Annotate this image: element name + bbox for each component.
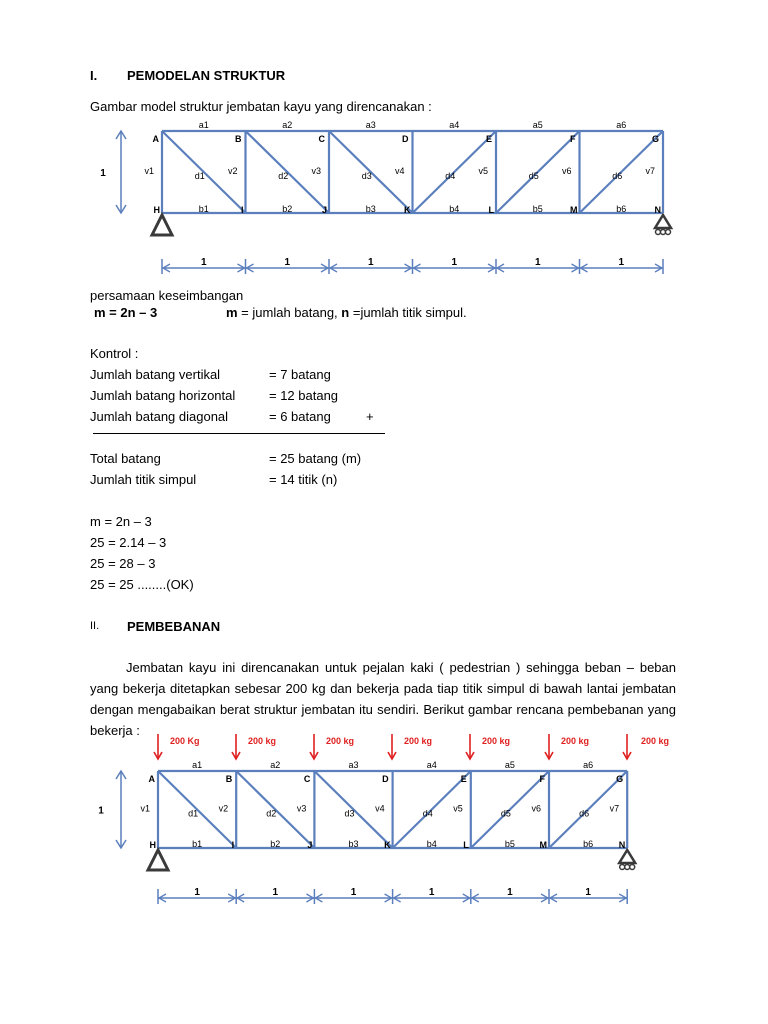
node-label: A (148, 774, 155, 784)
node-label: K (404, 205, 411, 215)
node-label: D (382, 774, 389, 784)
span-label: 1 (451, 257, 458, 268)
span-label: 1 (200, 257, 207, 268)
span-label: 1 (284, 257, 291, 268)
member-label: d1 (188, 808, 199, 819)
member-label: v2 (227, 166, 238, 176)
span-label: 1 (272, 887, 279, 898)
load-label: 200 kg (561, 736, 590, 746)
node-label: I (240, 205, 244, 215)
node-label: G (616, 774, 624, 784)
member-label: v3 (296, 803, 307, 814)
member-label: b1 (192, 839, 203, 849)
section-title: PEMODELAN STRUKTUR (127, 68, 286, 83)
member-label: b4 (449, 204, 460, 214)
member-label: d4 (445, 171, 456, 181)
member-label: b5 (532, 204, 543, 214)
node-label: A (152, 134, 159, 144)
control-value: = 6 batang (269, 409, 331, 424)
member-label: v7 (609, 803, 620, 814)
total-value: = 25 batang (m) (269, 451, 362, 466)
load-label: 200 kg (404, 736, 433, 746)
node-label: H (153, 205, 160, 215)
legend-n-text: =jumlah titik simpul. (349, 305, 467, 320)
section-intro: Gambar model struktur jembatan kayu yang direncanakan : (90, 99, 432, 114)
section-number: II. (90, 620, 100, 632)
calc-line: 25 = 25 ........(OK) (90, 577, 194, 592)
roller-support (655, 215, 671, 228)
node-label: F (539, 774, 545, 784)
control-label: Jumlah batang horizontal (90, 388, 236, 403)
node-label: E (460, 774, 467, 784)
calc-line: 25 = 28 – 3 (90, 556, 156, 571)
member-label: b6 (616, 204, 627, 214)
member-label: a1 (192, 760, 203, 770)
member-label: a3 (348, 760, 359, 770)
member-label: b6 (583, 839, 594, 849)
node-label: G (651, 134, 659, 144)
member-label: v6 (561, 166, 572, 176)
node-label: M (570, 205, 578, 215)
total-label: Total batang (90, 451, 161, 466)
equilibrium-formula: m = 2n – 3 (94, 305, 158, 320)
member-label: d3 (361, 171, 372, 181)
node-label: L (488, 205, 494, 215)
node-label: C (318, 134, 325, 144)
node-label: J (307, 840, 313, 850)
member-label: b2 (270, 839, 281, 849)
node-label: E (485, 134, 492, 144)
member-label: a1 (198, 120, 209, 130)
member-label: d4 (422, 808, 433, 819)
pin-support (152, 215, 172, 235)
member-label: a4 (449, 120, 460, 130)
sum-divider (93, 433, 385, 434)
member-label: a4 (426, 760, 437, 770)
node-label: C (303, 774, 311, 784)
node-label: J (321, 205, 327, 215)
member-label: b4 (426, 839, 437, 849)
control-value: = 12 batang (269, 388, 339, 403)
span-label: 1 (507, 887, 513, 898)
calc-line: 25 = 2.14 – 3 (90, 535, 167, 550)
roller-wheel (666, 230, 671, 235)
node-label: N (654, 205, 661, 215)
member-label: a5 (504, 760, 515, 770)
span-label: 1 (350, 887, 357, 898)
member-label: a2 (282, 120, 293, 130)
member-label: v4 (375, 803, 385, 814)
load-label: 200 Kg (170, 736, 200, 746)
section-number: I. (90, 68, 98, 83)
plus-sign: + (366, 409, 374, 424)
member-label: d5 (500, 808, 511, 819)
load-label: 200 kg (641, 736, 670, 746)
member-label: v3 (311, 166, 321, 176)
member-label: b3 (348, 839, 359, 849)
truss-diagram-model (0, 118, 768, 288)
member-label: d2 (266, 808, 277, 819)
span-label: 1 (428, 887, 435, 898)
legend-m: m (226, 305, 238, 320)
node-label: D (402, 134, 409, 144)
member-label: d3 (344, 808, 355, 819)
member-label: v7 (645, 166, 655, 176)
equilibrium-legend (226, 305, 467, 320)
member-label: a6 (616, 120, 627, 130)
load-label: 200 kg (326, 736, 355, 746)
span-label: 1 (194, 887, 200, 898)
height-label: 1 (98, 805, 104, 817)
member-label: b3 (365, 204, 376, 214)
equilibrium-heading: persamaan keseimbangan (90, 288, 244, 303)
load-label: 200 kg (482, 736, 511, 746)
node-label: B (235, 134, 242, 144)
member-label: d1 (194, 171, 205, 181)
pin-support (148, 850, 168, 870)
roller-wheel (630, 865, 635, 870)
member-label: v5 (453, 803, 463, 814)
member-label: d2 (278, 171, 289, 181)
control-heading: Kontrol : (90, 346, 139, 361)
member-label: a3 (365, 120, 376, 130)
member-label: b1 (198, 204, 209, 214)
node-label: K (384, 840, 391, 850)
load-label: 200 kg (248, 736, 277, 746)
member-label: v1 (140, 803, 150, 814)
member-label: v4 (394, 166, 405, 176)
control-label: Jumlah batang diagonal (90, 409, 229, 424)
member-label: a5 (532, 120, 543, 130)
member-label: a2 (270, 760, 281, 770)
span-label: 1 (585, 887, 591, 898)
member-label: v1 (144, 166, 154, 176)
span-label: 1 (534, 257, 541, 268)
span-label: 1 (367, 257, 374, 268)
member-label: b2 (282, 204, 293, 214)
height-label: 1 (100, 168, 106, 179)
calc-line: m = 2n – 3 (90, 514, 152, 529)
member-label: d6 (612, 171, 623, 181)
truss-diagram-loading (0, 728, 768, 918)
member-label: v6 (531, 803, 541, 814)
member-label: a6 (583, 760, 594, 770)
section-title: PEMBEBANAN (127, 619, 221, 634)
member-label: v5 (478, 166, 488, 176)
node-label: F (570, 134, 576, 144)
legend-n: n (341, 305, 350, 320)
node-label: B (225, 774, 233, 784)
member-label: v2 (218, 803, 229, 814)
total-label: Jumlah titik simpul (90, 472, 197, 487)
node-label: N (618, 840, 626, 850)
node-label: L (463, 840, 469, 850)
node-label: I (231, 840, 235, 850)
legend-m-text: = jumlah batang, (237, 305, 342, 320)
control-value: = 7 batang (269, 367, 331, 382)
span-label: 1 (618, 257, 625, 268)
member-label: b5 (504, 839, 515, 849)
member-label: d5 (528, 171, 539, 181)
control-label: Jumlah batang vertikal (90, 367, 221, 382)
node-label: M (539, 840, 547, 850)
member-label: d6 (579, 808, 590, 819)
section-paragraph: Jembatan kayu ini direncanakan untuk pejalan kaki ( pedestrian ) sehingga beban – beban yang bekerja ditetapkan sebesar 200 kg dan bekerja pada tiap titik simpul di bawah lantai jembatan dengan mengabaikan berat struktur jembatan itu sendiri. Berikut gambar rencana pembebanan yang bekerja : (90, 660, 676, 738)
total-value: = 14 titik (n) (269, 472, 338, 487)
node-label: H (149, 840, 156, 850)
roller-support (619, 850, 635, 863)
